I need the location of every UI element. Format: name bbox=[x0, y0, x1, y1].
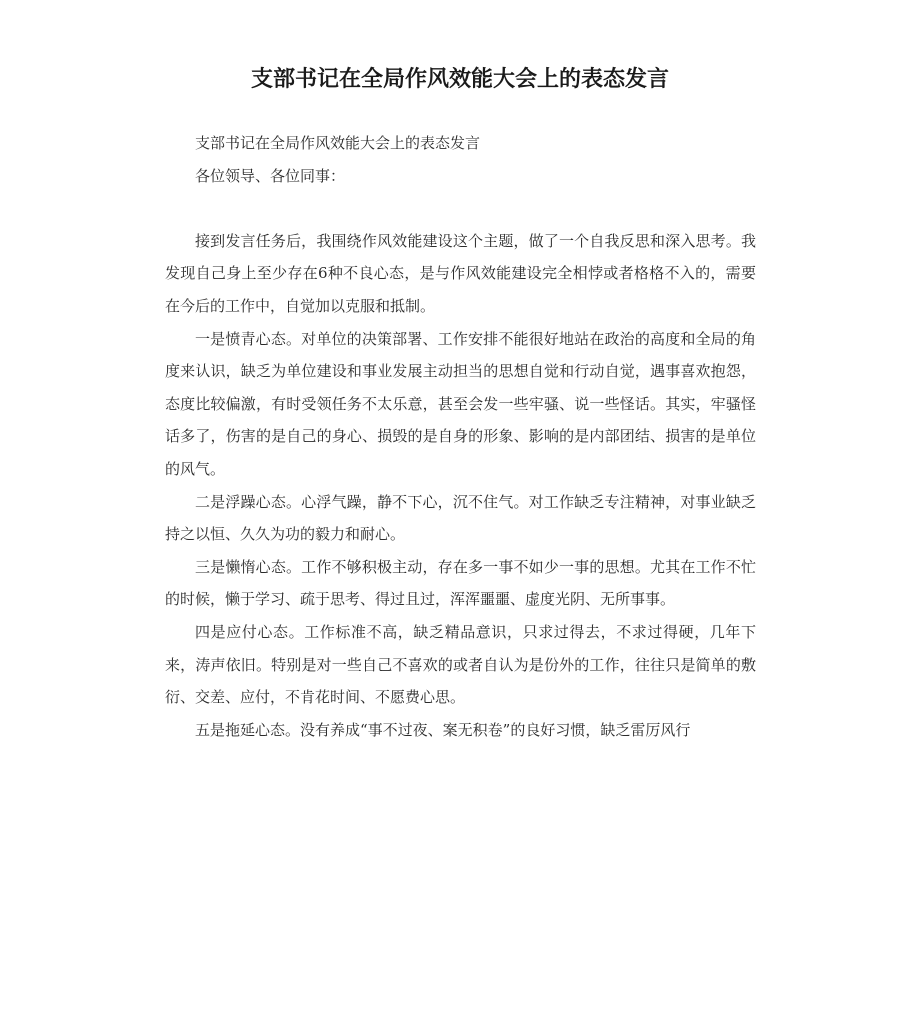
paragraph-item-4: 四是应付心态。工作标准不高，缺乏精品意识，只求过得去，不求过得硬，几年下来，涛声依旧。特别是对一些自己不喜欢的或者自认为是份外的工作，往往只是简单的敷衍、交差、应付，不肯花时间、不愿费心思。 bbox=[165, 622, 756, 707]
paragraph-item-1: 一是愤青心态。对单位的决策部署、工作安排不能很好地站在政治的高度和全局的角度来认识，缺乏为单位建设和事业发展主动担当的思想自觉和行动自觉，遇事喜欢抱怨，态度比较偏激，有时受领任务不太乐意，甚至会发一些牢骚、说一些怪话。其实，牢骚怪话多了，伤害的是自己的身心、损毁的是自身的形象、影响的是内部团结、损害的是单位的风气。 bbox=[165, 329, 756, 478]
paragraph-item-5: 五是拖延心态。没有养成“事不过夜、案无积卷”的良好习惯，缺乏雷厉风行 bbox=[195, 720, 691, 739]
document-subtitle: 支部书记在全局作风效能大会上的表态发言 bbox=[195, 134, 481, 152]
document-title: 支部书记在全局作风效能大会上的表态发言 bbox=[250, 67, 669, 92]
paragraph-item-2: 二是浮躁心态。心浮气躁，静不下心，沉不住气。对工作缺乏专注精神，对事业缺乏持之以恒、久久为功的毅力和耐心。 bbox=[165, 492, 756, 544]
document-body bbox=[165, 127, 756, 746]
salutation: 各位领导、各位同事： bbox=[195, 166, 346, 185]
paragraph-intro: 接到发言任务后，我围绕作风效能建设这个主题，做了一个自我反思和深入思考。我发现自己身上至少存在6种不良心态，是与作风效能建设完全相悖或者格格不入的，需要在今后的工作中，自觉加以克服和抵制。 bbox=[165, 231, 756, 315]
paragraph-item-3: 三是懒惰心态。工作不够积极主动，存在多一事不如少一事的思想。尤其在工作不忙的时候，懒于学习、疏于思考、得过且过，浑浑噩噩、虚度光阴、无所事事。 bbox=[165, 557, 756, 609]
